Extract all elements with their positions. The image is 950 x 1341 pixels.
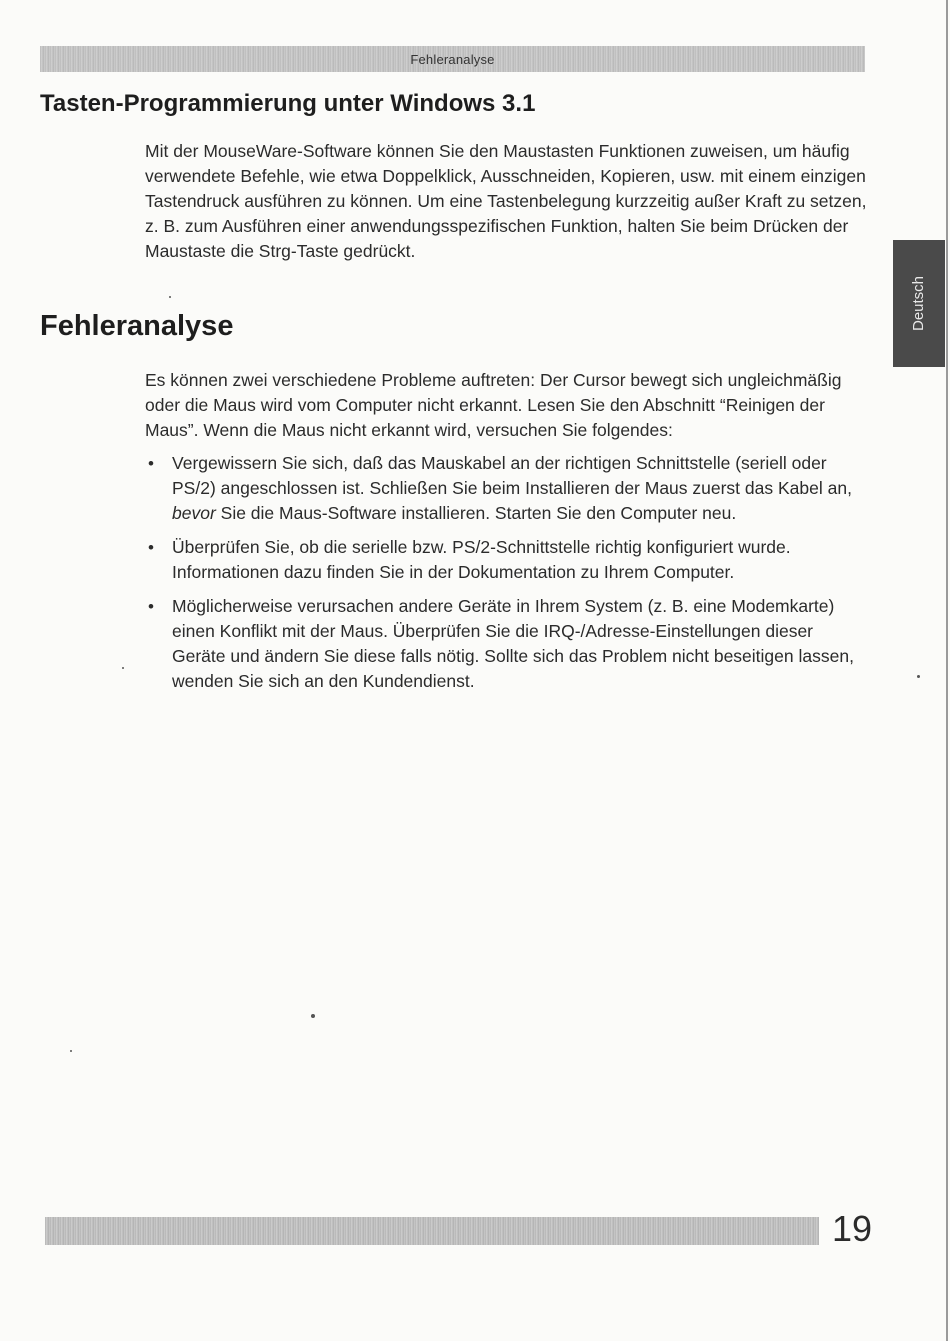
scan-speck (169, 296, 171, 298)
language-side-tab (893, 240, 945, 367)
language-side-tab-label: Deutsch (910, 275, 928, 332)
section-heading-button-programming: Tasten-Programmierung unter Windows 3.1 (40, 90, 536, 117)
running-header (40, 46, 865, 72)
scan-speck (917, 675, 920, 678)
scan-speck (122, 667, 124, 669)
page-number: 19 (832, 1208, 873, 1249)
running-header-title: Fehleranalyse (410, 51, 495, 67)
list-item-emphasis: bevor (172, 503, 216, 523)
list-item-text: Überprüfen Sie, ob die serielle bzw. PS/2-Schnittstelle richtig konfiguriert wurde. Informationen dazu finden Sie in der Dokumentation zu Ihrem Computer. (172, 537, 791, 582)
scan-speck (311, 1014, 315, 1018)
troubleshooting-list (145, 451, 870, 703)
scan-speck (70, 1050, 72, 1052)
list-item-text: Möglicherweise verursachen andere Geräte in Ihrem System (z. B. eine Modemkarte) einen Konflikt mit der Maus. Überprüfen Sie die IRQ-/Adresse-Einstellungen dieser Geräte und ändern Sie diese falls nötig. Sollte sich das Problem nicht beseitigen lassen, wenden Sie sich an den Kundendienst. (172, 596, 854, 691)
bullet-icon: • (148, 597, 154, 616)
footer-bar (45, 1217, 819, 1245)
bullet-icon: • (148, 538, 154, 557)
list-item-text-continued: Sie die Maus-Software installieren. Starten Sie den Computer neu. (215, 503, 737, 523)
list-item (145, 451, 870, 526)
list-item (145, 594, 870, 694)
bullet-icon: • (148, 454, 154, 473)
list-item (145, 535, 870, 585)
list-item-text: Vergewissern Sie sich, daß das Mauskabel an der richtigen Schnittstelle (seriell oder PS/2) angeschlossen ist. Schließen Sie beim Installieren der Maus zuerst das Kabel an, (172, 453, 852, 498)
section-paragraph-troubleshooting: Es können zwei verschiedene Probleme auftreten: Der Cursor bewegt sich ungleichmäßig oder die Maus wird vom Computer nicht erkannt. Lesen Sie den Abschnitt “Reinigen der Maus”. Wenn die Maus nicht erkannt wird, versuchen Sie folgendes: (145, 370, 842, 440)
page-edge (946, 0, 948, 1341)
section-paragraph-button-programming: Mit der MouseWare-Software können Sie den Maustasten Funktionen zuweisen, um häufig verwendete Befehle, wie etwa Doppelklick, Ausschneiden, Kopieren, usw. mit einem einzigen Tastendruck ausführen zu können. Um eine Tastenbelegung kurzzeitig außer Kraft zu setzen, z. B. zum Ausführen einer anwendungsspezifischen Funktion, halten Sie beim Drücken der Maustaste die Strg-Taste gedrückt. (145, 141, 867, 261)
section-heading-troubleshooting: Fehleranalyse (40, 310, 234, 342)
